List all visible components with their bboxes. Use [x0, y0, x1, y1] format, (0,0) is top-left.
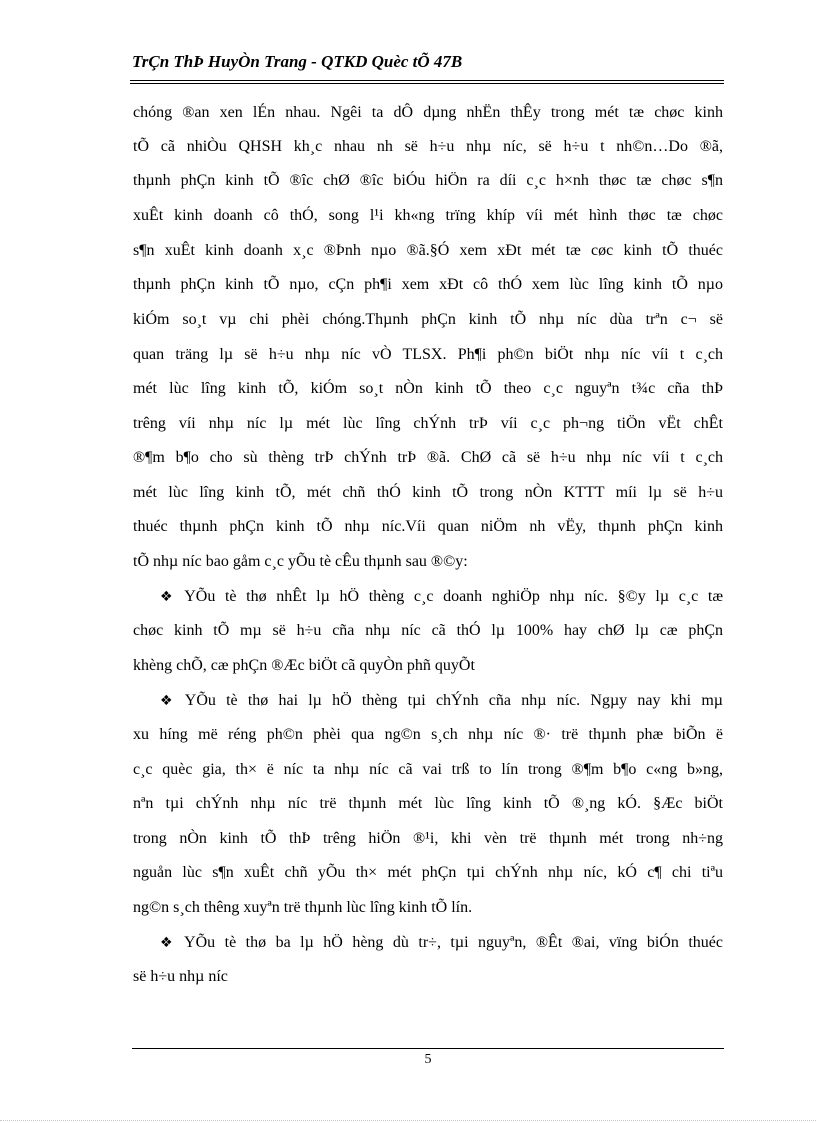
bullet-text: YÕu tè thø ba lµ hÖ hèng dù tr÷, tµi nguyªn, ®Êt ®ai, vïng biÓn thuéc	[184, 934, 723, 951]
body-line: tÕ cã nhiÒu QHSH kh¸c nhau nh së h÷u nhµ níc, së h÷u t nh©n…Do ®ã,	[133, 138, 723, 155]
footer-rule	[132, 1048, 724, 1049]
bullet-item-line: nguån lùc s¶n xuÊt chñ yÕu th× mét phÇn tµi chÝnh nhµ níc, kÓ c¶ chi tiªu	[133, 864, 723, 881]
bullet-item-line	[160, 688, 723, 714]
bullet-item-line: khèng chÕ, cæ phÇn ®Æc biÖt cã quyÒn phñ quyÕt	[133, 657, 475, 674]
bullet-item-line	[160, 584, 723, 610]
bullet-item-line: xu híng më réng ph©n phèi qua ng©n s¸ch nhµ níc ®· trë thµnh phæ biÕn ë	[133, 726, 723, 743]
bullet-item-line: c¸c quèc gia, th× ë níc ta nhµ níc cã vai trß to lín trong ®¶m b¶o c«ng b»ng,	[133, 761, 723, 778]
body-line: quan träng lµ së h÷u nhµ níc vÒ TLSX. Ph¶i ph©n biÖt nhµ níc víi t c¸ch	[133, 346, 723, 363]
bullet-item-line	[160, 930, 723, 956]
bullet-item-line: chøc kinh tÕ mµ së h÷u cña nhµ níc cã thÓ lµ 100% hay chØ lµ cæ phÇn	[133, 622, 723, 639]
bullet-item-line: ng©n s¸ch thêng xuyªn trë thµnh lùc lîng kinh tÕ lín.	[133, 899, 473, 916]
header-rule-secondary	[130, 83, 724, 84]
body-line: thµnh phÇn kinh tÕ nµo, cÇn ph¶i xem xÐt cô thÓ xem lùc lîng kinh tÕ nµo	[133, 276, 723, 293]
bullet-diamond-icon: ❖	[160, 935, 179, 951]
header-rule	[130, 80, 724, 81]
body-line: thuéc thµnh phÇn kinh tÕ nhµ níc.Víi quan niÖm nh vËy, thµnh phÇn kinh	[133, 518, 723, 535]
body-line: kiÓm so¸t vµ chi phèi chóng.Thµnh phÇn kinh tÕ nhµ níc dùa trªn c¬ së	[133, 311, 723, 328]
body-line: mét lùc lîng kinh tÕ, kiÓm so¸t nÒn kinh tÕ theo c¸c nguyªn t¾c cña thÞ	[133, 380, 723, 397]
body-line: xuÊt kinh doanh cô thÓ, song l¹i kh«ng trïng khíp víi mét hình thøc tæ chøc	[133, 207, 723, 224]
body-line: tÕ nhµ níc bao gåm c¸c yÕu tè cÊu thµnh sau ®©y:	[133, 553, 468, 570]
body-line: s¶n xuÊt kinh doanh x¸c ®Þnh nµo ®ã.§Ó xem xÐt mét tæ cøc kinh tÕ thuéc	[133, 242, 723, 259]
body-line: trêng víi nhµ níc lµ mét lùc lîng chÝnh trÞ víi c¸c ph¬ng tiÖn vËt chÊt	[133, 415, 723, 432]
body-line: thµnh phÇn kinh tÕ ®îc chØ ®îc biÓu hiÖn ra díi c¸c h×nh thøc tæ chøc s¶n	[133, 172, 723, 189]
bullet-item-line: së h÷u nhµ níc	[133, 968, 228, 985]
running-header: TrÇn ThÞ HuyÒn Trang - QTKD Quèc tÕ 47B	[132, 52, 463, 71]
body-line: chóng ®an xen lÉn nhau. Ngêi ta dÔ dµng nhËn thÊy trong mét tæ chøc kinh	[133, 104, 723, 121]
body-line: mét lùc lîng kinh tÕ, mét chñ thÓ kinh tÕ trong nÒn KTTT míi lµ së h÷u	[133, 484, 723, 501]
bullet-item-line: trong nÒn kinh tÕ thÞ trêng hiÖn ®¹i, khi vèn trë thµnh mét trong nh÷ng	[133, 830, 723, 847]
page-number: 5	[424, 1052, 432, 1067]
body-line: ®¶m b¶o cho sù thèng trÞ chÝnh trÞ ®ã. ChØ cã së h÷u nhµ níc víi t c¸ch	[133, 449, 723, 466]
page-edge-divider	[0, 1120, 816, 1121]
bullet-text: YÕu tè thø hai lµ hÖ thèng tµi chÝnh cña nhµ níc. Ngµy nay khi mµ	[184, 692, 723, 709]
bullet-diamond-icon: ❖	[160, 693, 179, 709]
bullet-diamond-icon: ❖	[160, 589, 179, 605]
bullet-text: YÕu tè thø nhÊt lµ hÖ thèng c¸c doanh nghiÖp nhµ níc. §©y lµ c¸c tæ	[184, 588, 724, 605]
bullet-item-line: nªn tµi chÝnh nhµ níc trë thµnh mét lùc lîng kinh tÕ ®¸ng kÓ. §Æc biÖt	[133, 795, 723, 812]
